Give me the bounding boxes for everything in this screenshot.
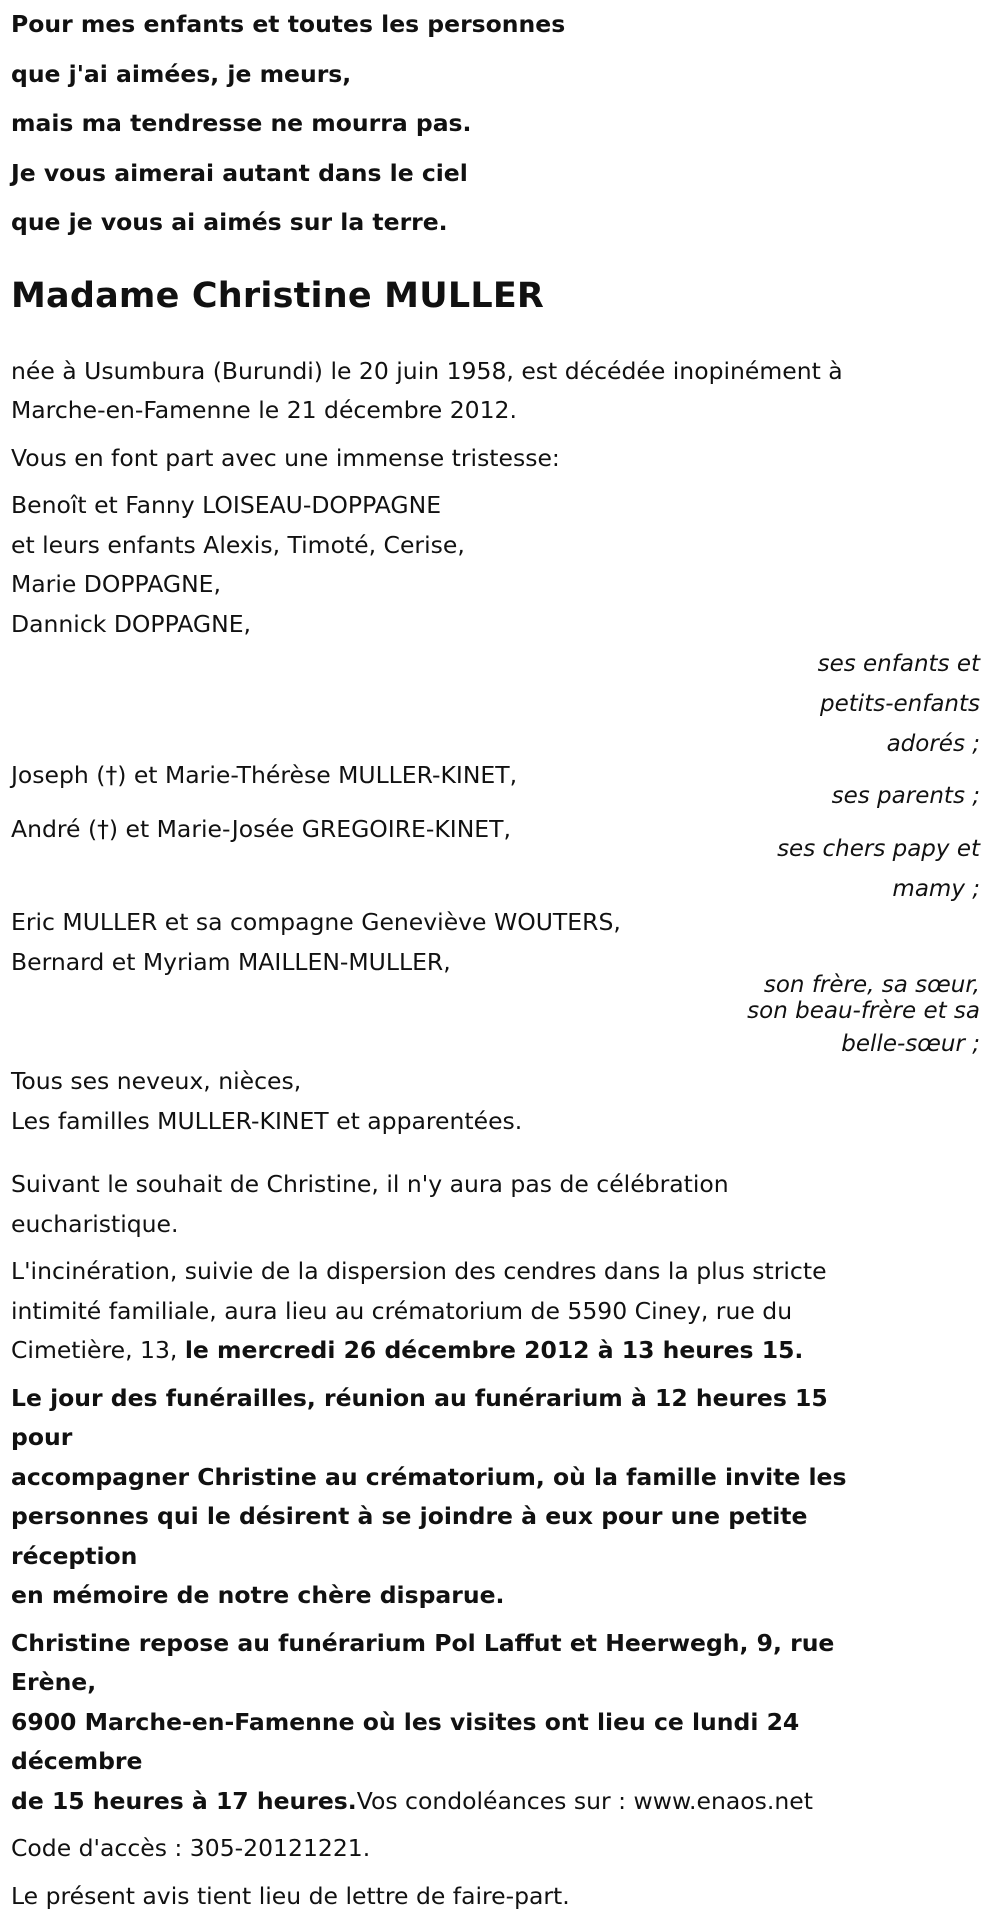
- poem-line: Je vous aimerai autant dans le ciel: [11, 149, 871, 199]
- relation-line: adorés ;: [0, 724, 980, 764]
- wish-line: eucharistique.: [11, 1205, 871, 1245]
- intro: [11, 352, 871, 479]
- access-code: Code d'accès : 305-20121221.: [11, 1829, 871, 1869]
- family-name-line: Joseph (†) et Marie-Thérèse MULLER-KINET,: [11, 756, 871, 796]
- rest-line: [11, 1782, 871, 1822]
- children-block: [11, 486, 871, 644]
- relation-line: petits-enfants: [0, 684, 980, 724]
- poem-line: que j'ai aimées, je meurs,: [11, 50, 871, 100]
- incineration-date: le mercredi 26 décembre 2012 à 13 heures 15.: [185, 1336, 803, 1364]
- family-name-line: Tous ses neveux, nièces,: [11, 1062, 871, 1102]
- family-name-line: Marie DOPPAGNE,: [11, 565, 871, 605]
- siblings-block: [11, 903, 871, 982]
- condolences-link[interactable]: Vos condoléances sur : www.enaos.net: [357, 1787, 813, 1815]
- incineration-line: intimité familiale, aura lieu au crématorium de 5590 Ciney, rue du: [11, 1292, 871, 1332]
- rest-line: 6900 Marche-en-Famenne où les visites ont lieu ce lundi 24 décembre: [11, 1703, 871, 1782]
- siblings-relation: [0, 972, 978, 1064]
- relation-line: son beau-frère et sa: [0, 998, 980, 1024]
- deceased-name: Madame Christine MULLER: [11, 266, 871, 326]
- visiting-hours: de 15 heures à 17 heures.: [11, 1787, 357, 1815]
- relation-line: mamy ;: [0, 869, 980, 909]
- relation-line: ses enfants et: [0, 644, 980, 684]
- family-name-line: Benoît et Fanny LOISEAU-DOPPAGNE: [11, 486, 871, 526]
- ceremony-info: [11, 1165, 871, 1916]
- notice-line: Le présent avis tient lieu de lettre de faire-part.: [11, 1877, 871, 1916]
- birth-death-line: née à Usumbura (Burundi) le 20 juin 1958, est décédée inopinément à: [11, 352, 871, 392]
- meeting-line: personnes qui le désirent à se joindre à eux pour une petite réception: [11, 1497, 871, 1576]
- incineration-line: L'incinération, suivie de la dispersion des cendres dans la plus stricte: [11, 1252, 871, 1292]
- relation-line: ses parents ;: [0, 776, 980, 816]
- family-name-line: André (†) et Marie-Josée GREGOIRE-KINET,: [11, 810, 871, 850]
- meeting-line: en mémoire de notre chère disparue.: [11, 1576, 871, 1616]
- poem-line: Pour mes enfants et toutes les personnes: [11, 0, 871, 50]
- relation-line: son frère, sa sœur,: [0, 972, 980, 998]
- family-name-line: Eric MULLER et sa compagne Geneviève WOUTERS,: [11, 903, 871, 943]
- family-name-line: Dannick DOPPAGNE,: [11, 605, 871, 645]
- poem-line: mais ma tendresse ne mourra pas.: [11, 99, 871, 149]
- family-name-line: Les familles MULLER-KINET et apparentées.: [11, 1102, 871, 1142]
- family-name-line: Bernard et Myriam MAILLEN-MULLER,: [11, 943, 871, 983]
- relation-line: ses chers papy et: [0, 829, 980, 869]
- announcement: Vous en font part avec une immense tristesse:: [11, 439, 871, 479]
- incineration-line: [11, 1331, 871, 1371]
- rest-line: Christine repose au funérarium Pol Laffut et Heerwegh, 9, rue Erène,: [11, 1624, 871, 1703]
- family-name-line: et leurs enfants Alexis, Timoté, Cerise,: [11, 526, 871, 566]
- meeting-line: Le jour des funérailles, réunion au funérarium à 12 heures 15 pour: [11, 1379, 871, 1458]
- poem: [11, 0, 871, 248]
- other-family-block: [11, 1062, 871, 1141]
- children-relation: [0, 644, 978, 764]
- poem-line: que je vous ai aimés sur la terre.: [11, 198, 871, 248]
- wish-line: Suivant le souhait de Christine, il n'y aura pas de célébration: [11, 1165, 871, 1205]
- incineration-address: Cimetière, 13,: [11, 1336, 185, 1364]
- relation-line: belle-sœur ;: [0, 1024, 980, 1064]
- meeting-line: accompagner Christine au crématorium, où la famille invite les: [11, 1458, 871, 1498]
- birth-death-line: Marche-en-Famenne le 21 décembre 2012.: [11, 391, 871, 431]
